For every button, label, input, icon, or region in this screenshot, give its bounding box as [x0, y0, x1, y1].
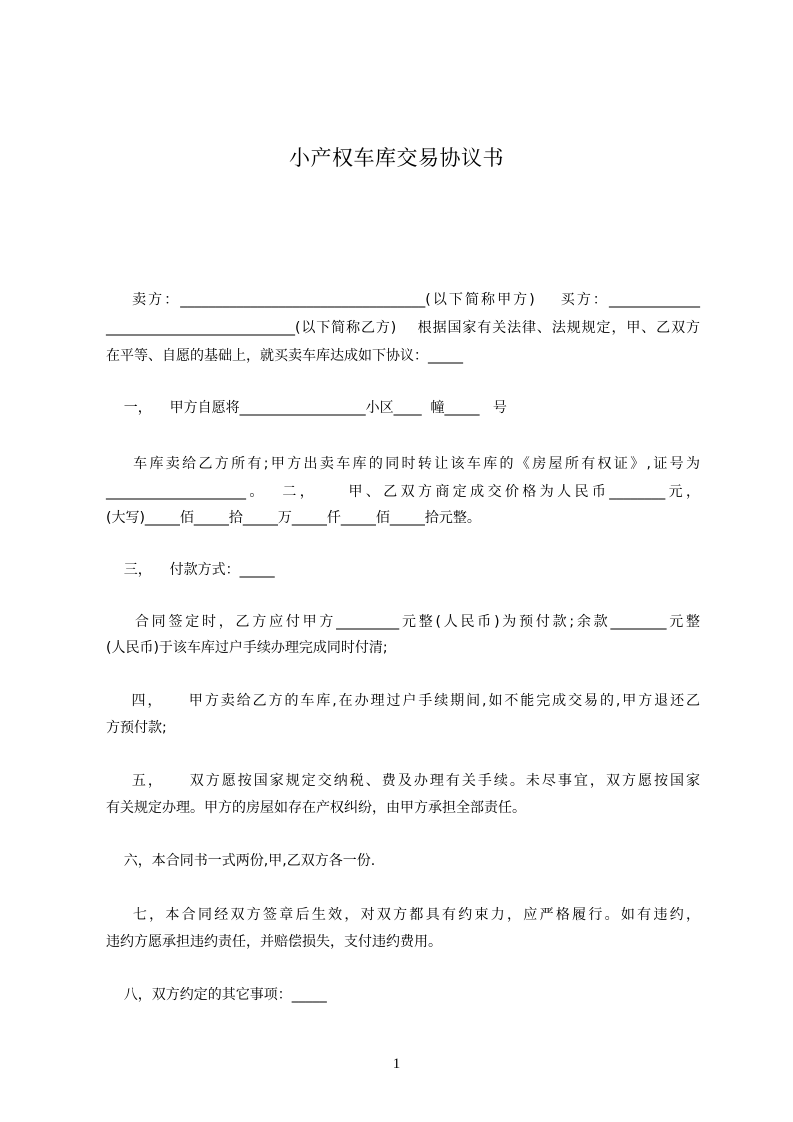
agreement-intro-line: 在平等、自愿的基础上，就买卖车库达成如下协议：_____: [106, 348, 463, 364]
clause-1-text: 车库卖给乙方所有;甲方出卖车库的同时转让该车库的《房屋所有权证》,证号为: [106, 456, 700, 472]
clause-4-text-2: 方预付款;: [106, 720, 167, 736]
clause-2-amount-words: (大写)_____佰_____拾_____万_____仟_____佰_____拾元整。: [106, 510, 481, 526]
buyer-line: ___________________________(以下简称乙方) 根据国家有关法律、法规规定，甲、乙双方: [106, 320, 700, 336]
clause-8-text: 八，双方约定的其它事项：_____: [106, 987, 327, 1003]
clause-7-text-1: 七，本合同经双方签章后生效，对双方都具有约束力，应严格履行。如有违约，: [106, 907, 700, 923]
clause-1-heading: 一， 甲方自愿将__________________小区____ 幢_____ 号: [106, 400, 507, 416]
clause-7-text-2: 违约方愿承担违约责任，并赔偿损失，支付违约费用。: [106, 934, 442, 950]
document-title: 小产权车库交易协议书: [289, 146, 504, 170]
clause-5-text-1: 五， 双方愿按国家规定交纳税、费及办理有关手续。未尽事宜，双方愿按国家: [106, 773, 700, 789]
payment-text-1: 合同签定时，乙方应付甲方_________元整(人民币)为预付款;余款________元整: [106, 614, 700, 630]
clause-6-text: 六，本合同书一式两份,甲,乙双方各一份.: [106, 853, 376, 869]
clause-3-heading: 三， 付款方式：_____: [106, 562, 275, 578]
payment-text-2: (人民币)于该车库过户手续办理完成同时付清;: [106, 640, 388, 656]
page-number: 1: [392, 1056, 401, 1072]
clause-4-text-1: 四， 甲方卖给乙方的车库,在办理过户手续期间,如不能完成交易的,甲方退还乙: [106, 693, 700, 709]
clause-5-text-2: 有关规定办理。甲方的房屋如存在产权纠纷，由甲方承担全部责任。: [106, 800, 526, 816]
seller-buyer-line: 卖方：___________________________________(以下简称甲方) 买方：_____________: [106, 292, 700, 308]
clause-2-text: ____________________。 二， 甲、乙双方商定成交价格为人民币________元，: [106, 484, 700, 500]
